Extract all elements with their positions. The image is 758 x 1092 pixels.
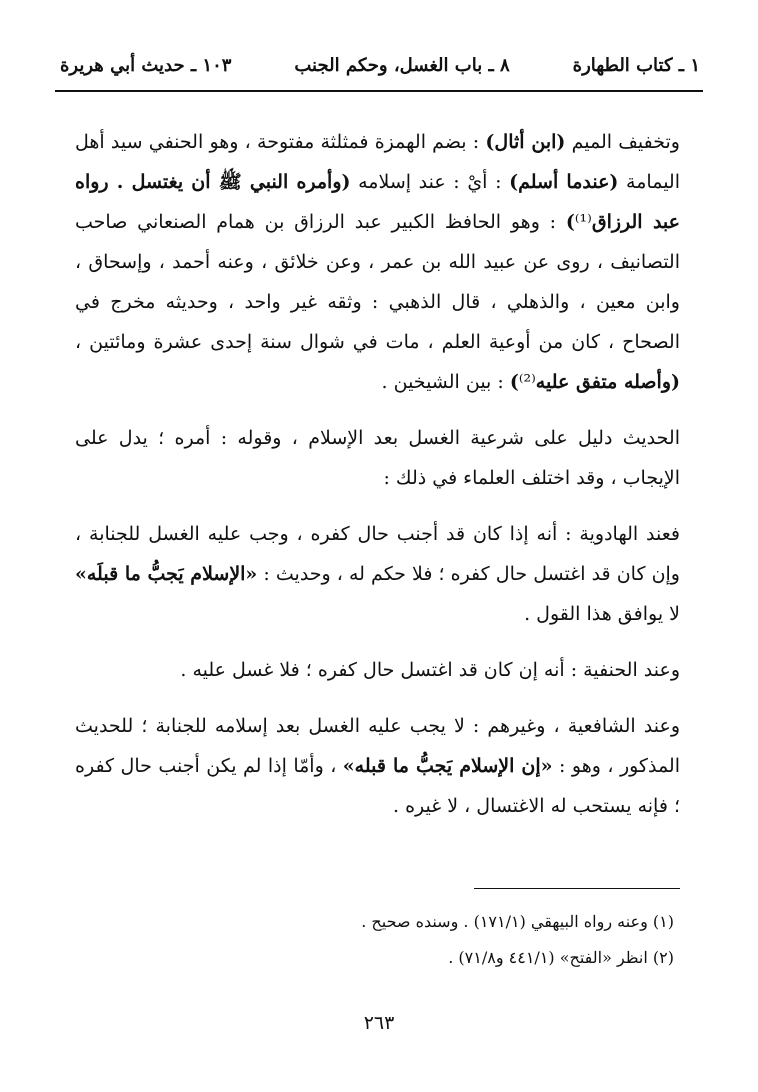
header-divider	[55, 90, 703, 92]
text-run: وعند الشافعية ، وغيرهم : لا يجب عليه الغسل بعد إسلامه للجنابة ؛ للحديث المذكور ، وهو :	[75, 715, 681, 777]
text-run: فعند الهادوية : أنه إذا كان قد أجنب حال كفره ، وجب عليه الغسل للجنابة ، وإن كان قد اغتسل حال كفره ؛ فلا حكم له ، وحديث :	[75, 523, 680, 585]
text-run: وعند الحنفية : أنه إن كان قد اغتسل حال كفره ؛ فلا غسل عليه .	[180, 659, 680, 681]
footnote-2: (٢) انظر «الفتح» (٤٤١/١ و٧١/٨) .	[448, 948, 674, 967]
paragraph	[75, 650, 680, 690]
text-run: لا يوافق هذا القول .	[524, 603, 680, 625]
bold-text-run: «إن الإسلام يَجبُّ ما قبله»	[342, 755, 553, 777]
text-run: : أيْ : عند إسلامه	[350, 171, 510, 193]
bold-text-run: (وأصله متفق عليه	[535, 371, 680, 393]
header-book-title: ١ ـ كتاب الطهارة	[572, 54, 700, 76]
text-run: وتخفيف الميم	[565, 131, 680, 153]
footnotes	[75, 904, 674, 976]
paragraph	[75, 418, 680, 498]
footnote-1: (١) وعنه رواه البيهقي (١٧١/١) . وسنده صحيح .	[361, 912, 674, 931]
body-text	[75, 122, 680, 842]
bold-text-run: «الإسلام يَجبُّ ما قبلَه»	[75, 563, 258, 585]
bold-text-run: (عندما أسلم)	[509, 171, 619, 193]
running-header	[60, 48, 700, 82]
bold-text-run: )	[565, 211, 575, 233]
text-run: : بضم الهمزة فمثلثة مفتوحة ، وهو الحنفي سيد أهل اليمامة	[75, 131, 680, 193]
paragraph	[75, 514, 680, 634]
paragraph	[75, 706, 680, 826]
bold-text-run: (وأمره النبي ﷺ أن يغتسل . رواه عبد الرزاق	[75, 171, 681, 233]
text-run: الحديث دليل على شرعية الغسل بعد الإسلام ، وقوله : أمره ؛ يدل على الإيجاب ، وقد اختلف العلماء في ذلك :	[75, 427, 680, 489]
text-run: ⁽²⁾	[518, 371, 536, 393]
text-run: ، وأمّا إذا لم يكن أجنب حال كفره ؛ فإنه يستحب له الاغتسال ، لا غيره .	[75, 755, 680, 817]
page-number: ٢٦٣	[363, 1012, 395, 1034]
bold-text-run: )	[509, 371, 519, 393]
text-run: ⁽¹⁾	[574, 211, 592, 233]
text-run: : وهو الحافظ الكبير عبد الرزاق بن همام الصنعاني صاحب التصانيف ، روى عن عبيد الله بن عمر ، وعن خلائق ، وعنه أحمد ، وإسحاق ، وابن معين ، والذهلي ، قال الذهبي : وثقه غير واحد ، وحديثه مخرج في الصحاح ، كان من أوعية العلم ، مات في شوال سنة إحدى عشرة ومائتين ،	[75, 211, 680, 353]
bold-text-run: (ابن أثال)	[485, 131, 566, 153]
header-hadith-title: ١٠٣ ـ حديث أبي هريرة	[60, 54, 232, 76]
paragraph	[75, 122, 680, 402]
header-chapter-title: ٨ ـ باب الغسل، وحكم الجنب	[294, 54, 510, 76]
text-run: : بين الشيخين .	[381, 371, 510, 393]
footnote-divider	[474, 888, 680, 889]
